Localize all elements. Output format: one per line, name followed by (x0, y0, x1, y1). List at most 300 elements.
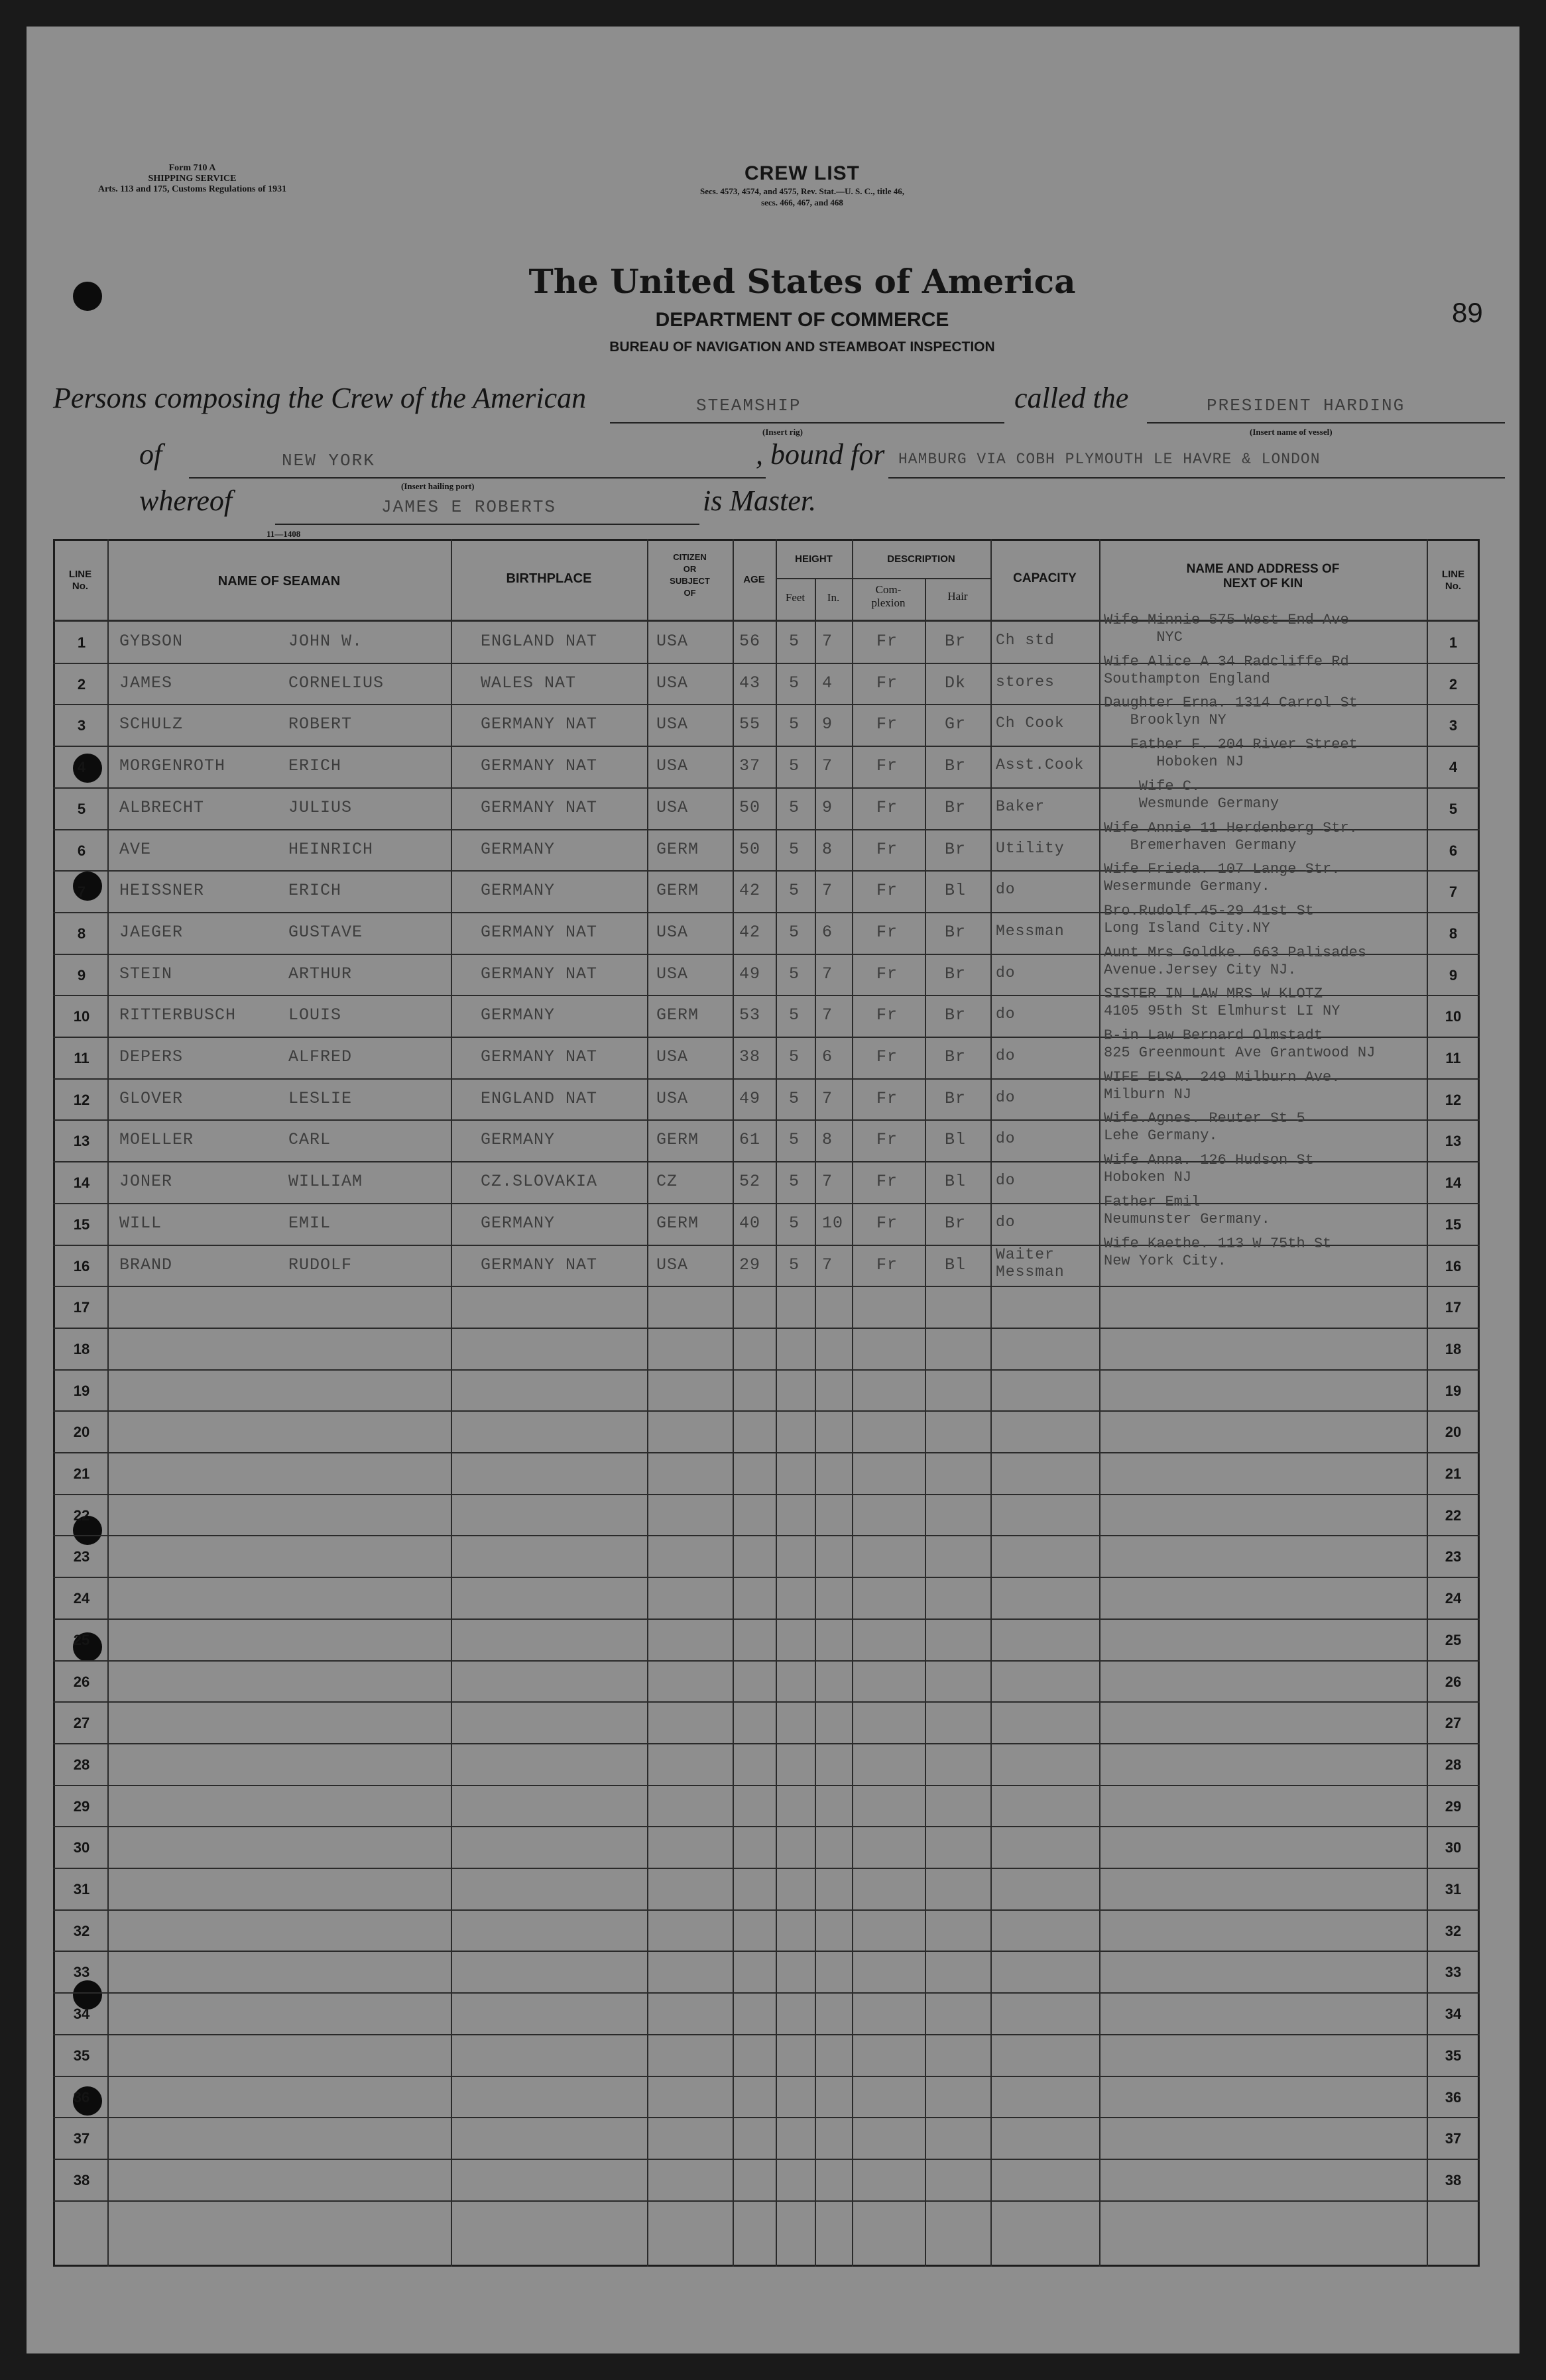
citizen-value: GERM (656, 1213, 699, 1233)
called-label: called the (1014, 382, 1129, 414)
citizen-value: USA (656, 756, 689, 776)
line-number-right: 32 (1445, 1922, 1462, 1939)
seaman-given-name: ARTHUR (288, 964, 353, 984)
row-rule (53, 1992, 1480, 1994)
capacity-value: Ch std (996, 632, 1055, 649)
line-no-right-header (1427, 569, 1480, 593)
rig-note: (Insert rig) (762, 427, 803, 437)
birthplace-value: GERMANY (481, 1130, 556, 1150)
birthplace-value: CZ.SLOVAKIA (481, 1172, 598, 1192)
column-divider (107, 539, 109, 2267)
hailing-port-underline (189, 477, 766, 479)
line-number: 33 (73, 1964, 90, 1981)
header-text: LINE (68, 569, 92, 580)
line-number-right: 4 (1449, 759, 1458, 776)
header-text: CITIZEN (673, 552, 707, 562)
capacity-value: do (996, 1172, 1016, 1190)
form-service: SHIPPING SERVICE (148, 174, 237, 184)
punch-hole (73, 282, 102, 311)
header-text: No. (1445, 581, 1462, 592)
feet-value: 5 (789, 1213, 800, 1233)
line-number: 37 (73, 2130, 90, 2147)
line-number-right: 34 (1445, 2006, 1462, 2023)
birthplace-value: GERMANY NAT (481, 1255, 598, 1275)
line-number: 18 (73, 1340, 90, 1357)
complexion-value: Fr (876, 1088, 898, 1108)
capacity-value: do (996, 1130, 1016, 1148)
line-number-right: 37 (1445, 2130, 1462, 2147)
hair-value: Br (945, 922, 967, 942)
birthplace-value: GERMANY NAT (481, 1047, 598, 1066)
seaman-given-name: LESLIE (288, 1088, 353, 1108)
name-header: NAME OF SEAMAN (217, 574, 341, 589)
age-value: 50 (739, 797, 761, 817)
header-text: NAME AND ADDRESS OF (1186, 562, 1340, 576)
age-value: 29 (739, 1255, 761, 1275)
inches-value: 4 (822, 673, 833, 693)
of-label: of (139, 438, 162, 471)
hair-value: Br (945, 1005, 967, 1025)
line-number: 3 (77, 717, 86, 734)
row-rule (53, 1535, 1480, 1536)
line-number: 31 (73, 1881, 90, 1898)
column-divider (647, 539, 648, 2267)
row-rule (53, 1286, 1480, 1287)
birthplace-value: WALES NAT (481, 673, 577, 693)
line-number-right: 9 (1449, 966, 1458, 984)
line-number-right: 28 (1445, 1756, 1462, 1773)
line-number: 2 (77, 675, 86, 693)
line-number: 24 (73, 1590, 90, 1607)
complexion-value: Fr (876, 1047, 898, 1066)
form-number: Form 710 A (168, 163, 216, 173)
complexion-value: Fr (876, 881, 898, 901)
hair-value: Br (945, 964, 967, 984)
citizen-value: USA (656, 1088, 689, 1108)
line-number: 16 (73, 1257, 90, 1275)
column-divider (776, 539, 777, 2267)
line-number-right: 23 (1445, 1548, 1462, 1565)
age-value: 42 (739, 881, 761, 901)
next-of-kin: Wife Minnie 575 West End Ave NYC (1104, 612, 1349, 646)
line-number-right: 36 (1445, 2088, 1462, 2106)
row-rule (53, 2034, 1480, 2035)
header-text: OF (684, 588, 696, 598)
line-number: 22 (73, 1506, 90, 1524)
hair-value: Br (945, 1088, 967, 1108)
seaman-given-name: RUDOLF (288, 1255, 353, 1275)
capacity-value: Waiter Messman (996, 1245, 1065, 1280)
line-number-right: 20 (1445, 1424, 1462, 1441)
complexion-value: Fr (876, 839, 898, 859)
birthplace-value: GERMANY (481, 839, 556, 859)
seaman-given-name: CORNELIUS (288, 673, 385, 693)
seaman-given-name: ERICH (288, 881, 342, 901)
citizen-value: CZ (656, 1172, 678, 1192)
line-number: 21 (73, 1465, 90, 1482)
line-number-right: 22 (1445, 1506, 1462, 1524)
hair-value: Br (945, 1047, 967, 1066)
header-text: No. (72, 581, 89, 592)
capacity-value: do (996, 881, 1016, 899)
feet-value: 5 (789, 1047, 800, 1066)
age-value: 49 (739, 964, 761, 984)
age-value: 56 (739, 632, 761, 651)
feet-value: 5 (789, 714, 800, 734)
feet-value: 5 (789, 964, 800, 984)
complexion-value: Fr (876, 1172, 898, 1192)
line-number-right: 30 (1445, 1839, 1462, 1856)
inches-value: 10 (822, 1213, 844, 1233)
line-number: 34 (73, 2006, 90, 2023)
line-number-right: 29 (1445, 1797, 1462, 1815)
page-title: CREW LIST (744, 162, 860, 184)
citizen-value: GERM (656, 1130, 699, 1150)
next-of-kin: Wife.Agnes. Reuter St 5 Lehe Germany. (1104, 1110, 1305, 1145)
seaman-surname: GYBSON (119, 632, 184, 651)
description-header: DESCRIPTION (887, 553, 955, 565)
header-text: plexion (871, 596, 906, 609)
line-number-right: 27 (1445, 1715, 1462, 1732)
row-rule (53, 1577, 1480, 1578)
citizen-value: GERM (656, 839, 699, 859)
feet-value: 5 (789, 632, 800, 651)
line-number: 38 (73, 2171, 90, 2188)
row-rule (53, 1785, 1480, 1786)
inches-value: 7 (822, 632, 833, 651)
line-number: 35 (73, 2047, 90, 2064)
feet-value: 5 (789, 756, 800, 776)
crew-prefix-label: Persons composing the Crew of the American (53, 382, 587, 414)
line-number-right: 16 (1445, 1257, 1462, 1275)
inches-value: 7 (822, 1172, 833, 1192)
age-value: 43 (739, 673, 761, 693)
column-divider (815, 579, 816, 2267)
citizen-value: USA (656, 1255, 689, 1275)
inches-value: 6 (822, 922, 833, 942)
feet-header: Feet (785, 591, 805, 604)
complexion-value: Fr (876, 797, 898, 817)
capacity-value: do (996, 964, 1016, 982)
feet-value: 5 (789, 797, 800, 817)
form-regulation: Arts. 113 and 175, Customs Regulations of 1931 (97, 184, 287, 194)
next-of-kin: Aunt Mrs Goldke. 663 Palisades Avenue.Jersey City NJ. (1104, 944, 1367, 978)
header-text: Com- (875, 583, 902, 596)
seaman-given-name: ALFRED (288, 1047, 353, 1066)
line-number: 27 (73, 1715, 90, 1732)
feet-value: 5 (789, 1172, 800, 1192)
seaman-surname: RITTERBUSCH (119, 1005, 237, 1025)
feet-value: 5 (789, 1255, 800, 1275)
line-number: 20 (73, 1424, 90, 1441)
row-rule (53, 2159, 1480, 2160)
row-rule (53, 1660, 1480, 1662)
capacity-value: do (996, 1213, 1016, 1231)
print-code: 11—1408 (267, 529, 301, 539)
line-number-right: 19 (1445, 1382, 1462, 1399)
seaman-given-name: ERICH (288, 756, 342, 776)
inches-value: 7 (822, 756, 833, 776)
citizen-value: USA (656, 632, 689, 651)
rig-underline (610, 422, 1004, 424)
line-number: 13 (73, 1133, 90, 1150)
age-value: 49 (739, 1088, 761, 1108)
column-divider (990, 539, 992, 2267)
column-divider (451, 539, 452, 2267)
line-number: 36 (73, 2088, 90, 2106)
column-divider (1099, 539, 1100, 2267)
birthplace-value: ENGLAND NAT (481, 632, 598, 651)
department-heading: DEPARTMENT OF COMMERCE (655, 309, 949, 331)
birthplace-header: BIRTHPLACE (506, 571, 592, 586)
line-number-right: 8 (1449, 925, 1458, 942)
line-number: 25 (73, 1631, 90, 1648)
line-number: 17 (73, 1299, 90, 1316)
seaman-given-name: LOUIS (288, 1005, 342, 1025)
inches-value: 7 (822, 1255, 833, 1275)
next-of-kin: Wife Alice A 34 Radcliffe Rd Southampton England (1104, 653, 1349, 687)
header-text: LINE (1441, 569, 1465, 580)
next-of-kin: B-in Law Bernard Olmstadt 825 Greenmount Ave Grantwood NJ (1104, 1027, 1376, 1061)
seaman-surname: STEIN (119, 964, 173, 984)
age-value: 52 (739, 1172, 761, 1192)
seaman-surname: JAEGER (119, 922, 184, 942)
capacity-header: CAPACITY (1013, 571, 1077, 585)
hair-value: Br (945, 632, 967, 651)
citizen-value: GERM (656, 881, 699, 901)
hailing-port-note: (Insert hailing port) (401, 481, 475, 491)
line-number: 1 (77, 634, 86, 651)
row-rule (53, 2076, 1480, 2077)
seaman-surname: MORGENROTH (119, 756, 226, 776)
line-number: 12 (73, 1091, 90, 1108)
hair-value: Dk (945, 673, 967, 693)
line-number-right: 35 (1445, 2047, 1462, 2064)
next-of-kin: Wife C. Wesmunde Germany (1138, 777, 1279, 812)
seaman-surname: JAMES (119, 673, 173, 693)
row-rule (53, 2200, 1480, 2202)
line-number-right: 25 (1445, 1631, 1462, 1648)
feet-value: 5 (789, 922, 800, 942)
age-value: 40 (739, 1213, 761, 1233)
row-rule (53, 1743, 1480, 1744)
seaman-surname: GLOVER (119, 1088, 184, 1108)
feet-value: 5 (789, 839, 800, 859)
age-header: AGE (743, 574, 765, 585)
line-number: 29 (73, 1797, 90, 1815)
statute-line: Secs. 4573, 4574, and 4575, Rev. Stat.—U. S. C., title 46, (699, 186, 905, 196)
line-number: 10 (73, 1008, 90, 1025)
line-number: 23 (73, 1548, 90, 1565)
feet-value: 5 (789, 1005, 800, 1025)
line-number-right: 31 (1445, 1881, 1462, 1898)
header-text: NEXT OF KIN (1222, 577, 1303, 591)
age-value: 42 (739, 922, 761, 942)
feet-value: 5 (789, 1130, 800, 1150)
row-rule (53, 1826, 1480, 1827)
complexion-value: Fr (876, 632, 898, 651)
row-rule (53, 1618, 1480, 1620)
next-of-kin: Father F. 204 River Street Hoboken NJ (1130, 736, 1358, 771)
line-number-right: 1 (1449, 634, 1458, 651)
master-name: JAMES E ROBERTS (381, 497, 557, 517)
statute-line: secs. 466, 467, and 468 (761, 198, 843, 207)
feet-value: 5 (789, 1088, 800, 1108)
citizen-value: USA (656, 1047, 689, 1066)
column-divider (852, 539, 853, 2267)
inches-value: 7 (822, 1005, 833, 1025)
line-no-header (53, 569, 107, 593)
seaman-surname: ALBRECHT (119, 797, 205, 817)
complexion-value: Fr (876, 673, 898, 693)
citizen-header (647, 551, 733, 599)
row-rule (53, 1494, 1480, 1495)
next-of-kin: Wife Frieda. 107 Lange Str. Wesermunde Germany. (1104, 861, 1340, 895)
crew-list-document (27, 27, 1519, 2353)
whereof-label: whereof (139, 484, 233, 517)
complexion-value: Fr (876, 1213, 898, 1233)
line-number-right: 11 (1445, 1050, 1461, 1066)
subheader-divider (776, 578, 990, 579)
seaman-surname: SCHULZ (119, 714, 184, 734)
birthplace-value: GERMANY NAT (481, 922, 598, 942)
line-number: 7 (77, 883, 86, 901)
inches-value: 7 (822, 964, 833, 984)
line-number-right: 12 (1445, 1091, 1462, 1108)
inches-value: 6 (822, 1047, 833, 1066)
age-value: 37 (739, 756, 761, 776)
citizen-value: USA (656, 922, 689, 942)
hair-value: Gr (945, 714, 967, 734)
line-number-right: 26 (1445, 1673, 1462, 1690)
line-number-right: 21 (1445, 1465, 1462, 1482)
complexion-value: Fr (876, 756, 898, 776)
row-rule (53, 1369, 1480, 1371)
row-rule (53, 1909, 1480, 1911)
seaman-given-name: HEINRICH (288, 839, 374, 859)
age-value: 55 (739, 714, 761, 734)
hailing-port: NEW YORK (282, 451, 375, 471)
row-rule (53, 1452, 1480, 1453)
birthplace-value: GERMANY NAT (481, 714, 598, 734)
seaman-given-name: WILLIAM (288, 1172, 363, 1192)
column-divider (733, 539, 734, 2267)
seaman-surname: MOELLER (119, 1130, 194, 1150)
inches-value: 9 (822, 714, 833, 734)
rig-value: STEAMSHIP (696, 396, 802, 416)
seaman-given-name: JULIUS (288, 797, 353, 817)
citizen-value: USA (656, 964, 689, 984)
kin-header (1099, 562, 1427, 591)
line-number: 28 (73, 1756, 90, 1773)
feet-value: 5 (789, 673, 800, 693)
seaman-given-name: EMIL (288, 1213, 331, 1233)
complexion-header (852, 583, 925, 610)
row-rule (53, 1951, 1480, 1952)
line-number-right: 5 (1449, 800, 1458, 817)
country-heading: The United States of America (528, 262, 1076, 301)
line-number-right: 6 (1449, 842, 1458, 859)
line-number: 19 (73, 1382, 90, 1399)
complexion-value: Fr (876, 964, 898, 984)
hair-value: Br (945, 756, 967, 776)
complexion-value: Fr (876, 1255, 898, 1275)
capacity-value: Baker (996, 797, 1045, 815)
seaman-surname: AVE (119, 839, 152, 859)
row-rule (53, 2117, 1480, 2118)
form-identifier (40, 163, 345, 195)
master-underline (275, 524, 699, 525)
vessel-underline (1147, 422, 1505, 424)
seaman-surname: BRAND (119, 1255, 173, 1275)
birthplace-value: GERMANY (481, 1213, 556, 1233)
inches-value: 9 (822, 797, 833, 817)
hair-value: Br (945, 1213, 967, 1233)
inches-value: 8 (822, 1130, 833, 1150)
complexion-value: Fr (876, 922, 898, 942)
row-rule (53, 1868, 1480, 1869)
hair-value: Bl (945, 1130, 967, 1150)
line-number: 6 (77, 842, 86, 859)
seaman-given-name: GUSTAVE (288, 922, 363, 942)
next-of-kin: Wife Annie 11 Herdenberg Str. Bremerhaven Germany (1104, 819, 1358, 854)
inches-value: 7 (822, 881, 833, 901)
line-number: 30 (73, 1839, 90, 1856)
row-rule (53, 1701, 1480, 1703)
destination-underline (888, 477, 1505, 479)
height-header: HEIGHT (795, 553, 833, 565)
capacity-value: Utility (996, 839, 1065, 857)
next-of-kin: Bro.Rudolf.45-29 41st St Long Island City.NY (1104, 902, 1314, 936)
seaman-given-name: CARL (288, 1130, 331, 1150)
birthplace-value: GERMANY (481, 881, 556, 901)
line-number: 8 (77, 925, 86, 942)
next-of-kin: Father Emil Neumunster Germany. (1104, 1193, 1270, 1227)
bound-label: , bound for (756, 438, 885, 471)
line-number-right: 38 (1445, 2171, 1462, 2188)
next-of-kin: Wife Anna. 126 Hudson St Hoboken NJ (1104, 1152, 1314, 1186)
seaman-surname: WILL (119, 1213, 162, 1233)
capacity-value: do (996, 1005, 1016, 1023)
capacity-value: Ch Cook (996, 714, 1065, 732)
line-number: 14 (73, 1174, 90, 1192)
next-of-kin: Wife Kaethe. 113 W 75th St New York City. (1104, 1235, 1332, 1269)
line-number-right: 15 (1445, 1216, 1462, 1233)
line-number: 11 (74, 1050, 89, 1066)
line-number: 15 (73, 1216, 90, 1233)
seaman-surname: HEISSNER (119, 881, 205, 901)
capacity-value: Messman (996, 922, 1065, 940)
hair-header: Hair (947, 590, 968, 602)
line-number: 5 (77, 800, 86, 817)
line-number-right: 13 (1445, 1133, 1462, 1150)
age-value: 38 (739, 1047, 761, 1066)
next-of-kin: Daughter Erna. 1314 Carrol St Brooklyn NY (1104, 695, 1358, 729)
line-number: 4 (77, 759, 86, 776)
age-value: 50 (739, 839, 761, 859)
hair-value: Bl (945, 881, 967, 901)
line-number-right: 18 (1445, 1340, 1462, 1357)
birthplace-value: GERMANY (481, 1005, 556, 1025)
birthplace-value: GERMANY NAT (481, 964, 598, 984)
line-number-right: 17 (1445, 1299, 1462, 1316)
citizen-value: USA (656, 673, 689, 693)
age-value: 53 (739, 1005, 761, 1025)
feet-value: 5 (789, 881, 800, 901)
hair-value: Br (945, 797, 967, 817)
line-number-right: 3 (1449, 717, 1458, 734)
line-number: 26 (73, 1673, 90, 1690)
